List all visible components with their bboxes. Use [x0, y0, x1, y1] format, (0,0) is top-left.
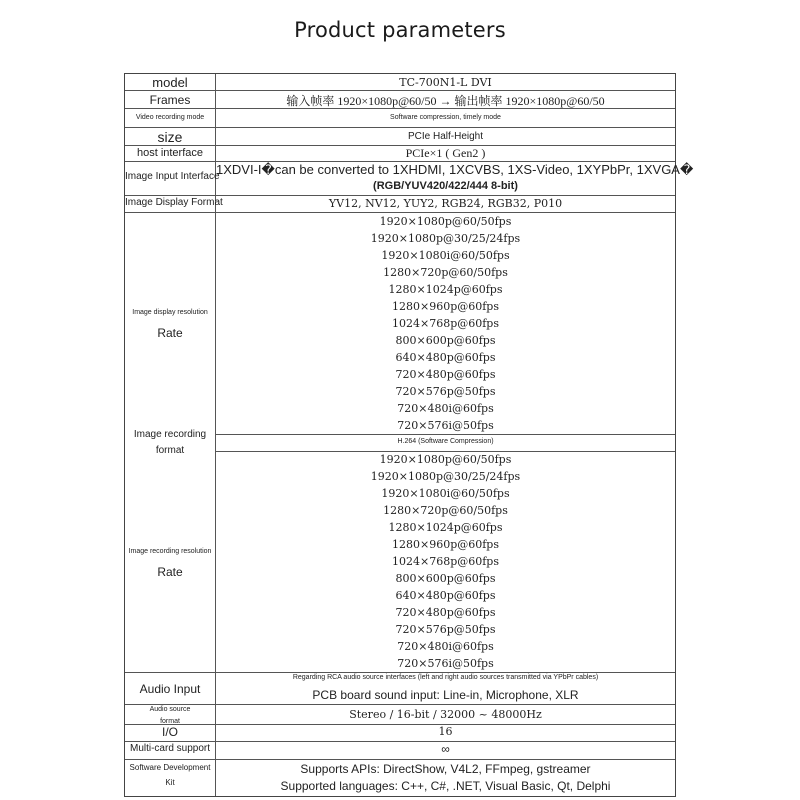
- label-audio-input: Audio Input: [125, 682, 215, 696]
- label-size: size: [125, 129, 215, 145]
- value-image-input-interface-line1: 1XDVI-I�can be converted to 1XHDMI, 1XCVBS, 1XS-Video, 1XYPbPr, 1XVGA�: [216, 162, 694, 177]
- value-frames: 输入帧率 1920×1080p@60/50 → 输出帧率 1920×1080p@60/50: [286, 94, 605, 108]
- resolution-item: 720×480p@60fps: [395, 606, 496, 619]
- resolution-item: 1920×1080p@30/25/24fps: [370, 470, 521, 483]
- label-host-interface: host interface: [125, 147, 215, 159]
- parameters-table: [124, 73, 694, 797]
- label-frames: Frames: [125, 93, 215, 107]
- resolution-item: 1920×1080i@60/50fps: [381, 487, 510, 500]
- label-io: I/O: [161, 725, 178, 739]
- resolution-item: 1280×960p@60fps: [391, 538, 499, 551]
- resolution-item: 640×480p@60fps: [395, 589, 496, 602]
- resolution-item: 1280×720p@60/50fps: [383, 266, 508, 279]
- resolution-item: 800×600p@60fps: [395, 572, 496, 585]
- resolution-item: 1280×1024p@60fps: [388, 283, 503, 296]
- row-divider: [125, 704, 675, 705]
- resolution-item: 720×576i@50fps: [397, 657, 494, 670]
- resolution-item: 720×576p@50fps: [395, 623, 496, 636]
- value-sdk-languages: Supported languages: C++, C#, .NET, Visual Basic, Qt, Delphi: [280, 779, 611, 793]
- label-audio-source-format: format: [160, 718, 180, 725]
- row-divider: [125, 212, 675, 213]
- value-multi-card-support: ∞: [441, 742, 450, 756]
- resolution-item: 720×480p@60fps: [395, 368, 496, 381]
- label-sdk-kit: Kit: [125, 778, 215, 787]
- value-size: PCIe Half-Height: [407, 131, 484, 142]
- row-divider: [125, 672, 675, 673]
- value-sdk-apis: Supports APIs: DirectShow, V4L2, FFmpeg, gstreamer: [300, 762, 591, 776]
- label-image-display-resolution: Image display resolution: [125, 309, 215, 316]
- label-sdk: Software Development: [125, 763, 215, 772]
- resolution-item: 1024×768p@60fps: [391, 317, 499, 330]
- value-audio-source-format: Stereo / 16-bit / 32000 ~ 48000Hz: [349, 708, 542, 721]
- row-divider: [125, 195, 675, 196]
- value-image-input-interface-line2: (RGB/YUV420/422/444 8-bit): [373, 180, 518, 192]
- value-image-display-format: YV12, NV12, YUY2, RGB24, RGB32, P010: [328, 197, 563, 210]
- label-image-recording-resolution: Image recording resolution: [125, 548, 215, 555]
- value-io: 16: [438, 725, 453, 738]
- label-audio-source: Audio source: [125, 706, 215, 713]
- resolution-item: 1920×1080p@30/25/24fps: [370, 232, 521, 245]
- row-divider: [125, 127, 675, 128]
- label-image-display-format: Image Display Format: [125, 197, 223, 208]
- resolution-item: 720×480i@60fps: [397, 640, 494, 653]
- label-model: model: [125, 75, 215, 90]
- resolution-item: 1280×720p@60/50fps: [383, 504, 508, 517]
- resolution-item: 720×480i@60fps: [397, 402, 494, 415]
- label-image-display-rate: Rate: [125, 326, 215, 340]
- resolution-item: 720×576i@50fps: [397, 419, 494, 432]
- resolution-item: 1920×1080p@60/50fps: [379, 453, 512, 466]
- value-audio-input-line2: PCB board sound input: Line-in, Microphone, XLR: [312, 688, 579, 702]
- row-divider: [125, 759, 675, 760]
- row-divider: [125, 90, 675, 91]
- resolution-item: 720×576p@50fps: [395, 385, 496, 398]
- label-image-recording-format-2: format: [125, 445, 215, 456]
- resolution-item: 1280×1024p@60fps: [388, 521, 503, 534]
- value-video-recording-mode: Software compression, timely mode: [390, 114, 501, 121]
- value-audio-input-line1: Regarding RCA audio source interfaces (left and right audio sources transmitted via YPbPr cables): [292, 674, 599, 681]
- label-image-recording-format: Image recording: [125, 429, 215, 440]
- resolution-item: 1280×960p@60fps: [391, 300, 499, 313]
- resolution-item: 1920×1080i@60/50fps: [381, 249, 510, 262]
- resolution-item: 1920×1080p@60/50fps: [379, 215, 512, 228]
- value-host-interface: PCIe×1 ( Gen2 ): [405, 146, 486, 160]
- resolution-item: 1024×768p@60fps: [391, 555, 499, 568]
- label-image-input-interface: Image Input Interface: [125, 171, 220, 182]
- label-video-recording-mode: Video recording mode: [125, 114, 215, 121]
- resolution-item: 800×600p@60fps: [395, 334, 496, 347]
- value-image-recording-format: H.264 (Software Compression): [397, 438, 494, 445]
- resolution-item: 640×480p@60fps: [395, 351, 496, 364]
- value-model: TC-700N1-L DVI: [399, 76, 492, 89]
- label-multi-card-support: Multi-card support: [125, 743, 215, 754]
- page-title: Product parameters: [294, 18, 506, 42]
- label-image-recording-rate: Rate: [125, 565, 215, 579]
